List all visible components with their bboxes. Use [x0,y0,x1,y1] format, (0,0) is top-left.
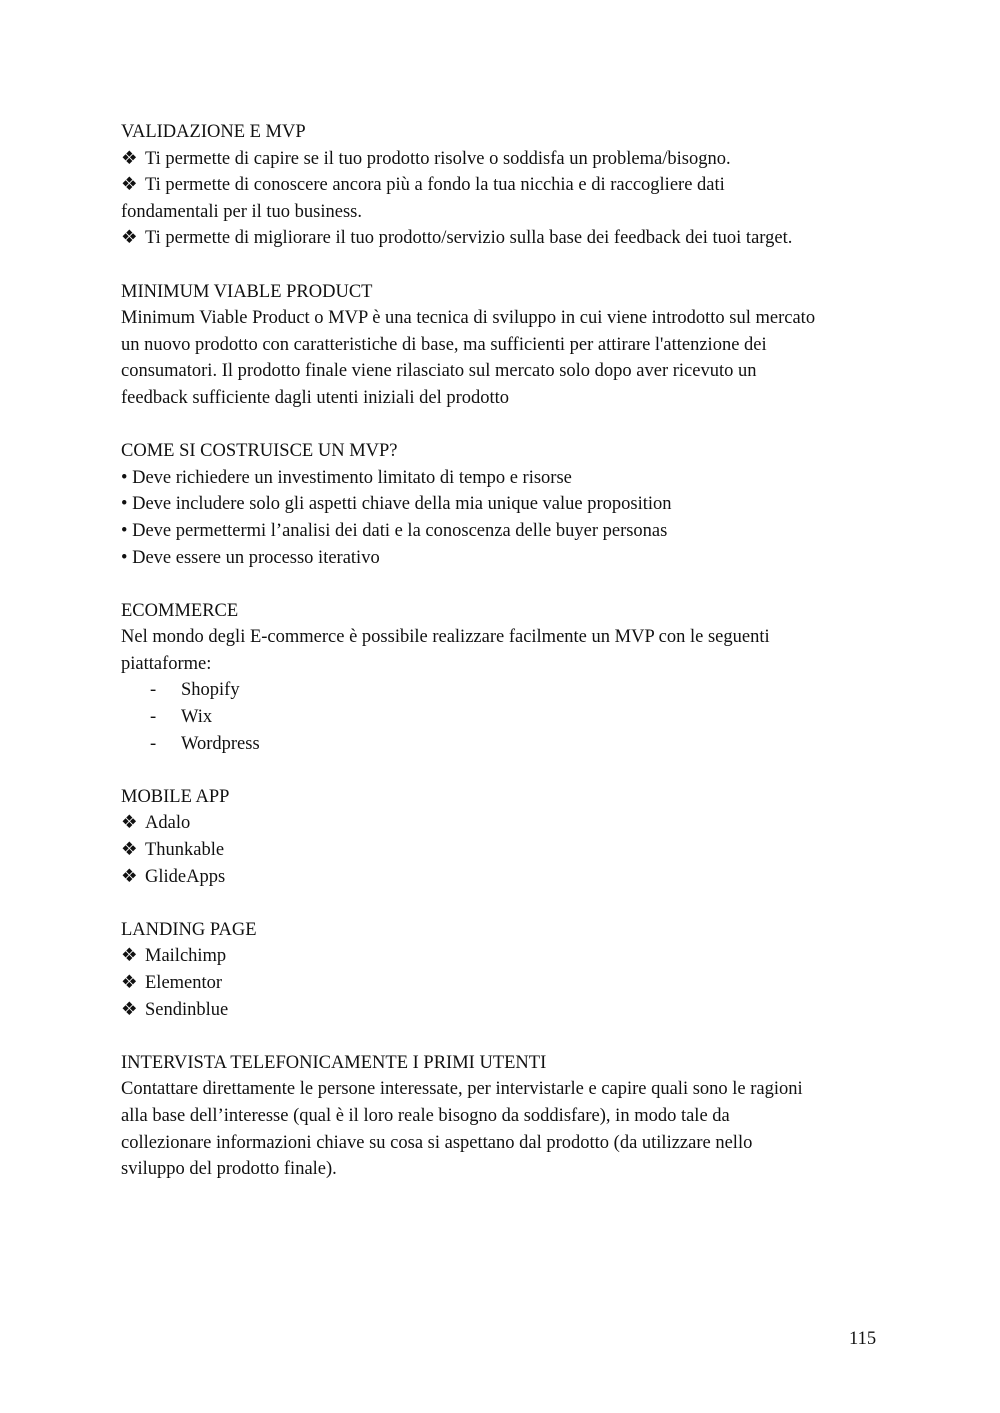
section-intervista [121,1050,891,1183]
list-item: • Deve richiedere un investimento limitato di tempo e risorse [121,467,572,488]
list-item-text: Adalo [145,813,191,834]
section-heading: LANDING PAGE [121,919,257,940]
list-item [121,731,891,758]
list-item-continuation: fondamentali per il tuo business. [121,201,362,222]
page-content [121,119,891,1209]
list-item [121,677,891,704]
diamond-bullet-icon: ❖ [121,946,138,967]
diamond-bullet-icon: ❖ [121,228,138,249]
list-item [121,704,891,731]
list-item-text: Ti permette di conoscere ancora più a fondo la tua nicchia e di raccogliere dati [145,175,725,196]
list-item-text: Wordpress [181,733,260,754]
list-item [121,172,891,199]
section-ecommerce [121,598,891,758]
section-heading: VALIDAZIONE E MVP [121,122,306,142]
list-item-text: Ti permette di capire se il tuo prodotto risolve o soddisfa un problema/bisogno. [145,148,731,169]
section-costruisce [121,438,891,571]
list-item-text: Shopify [181,680,240,701]
list-item [121,146,891,173]
diamond-bullet-icon: ❖ [121,866,138,887]
list-item: • Deve includere solo gli aspetti chiave della mia unique value proposition [121,494,672,515]
list-item [121,864,891,891]
list-item [121,943,891,970]
diamond-bullet-icon: ❖ [121,840,138,861]
list-item-text: Ti permette di migliorare il tuo prodotto/servizio sulla base dei feedback dei tuoi target. [145,228,793,249]
section-landing-page [121,917,891,1023]
list-item-text: Mailchimp [145,946,227,967]
dash-bullet-icon: - [150,680,157,701]
page-number: 115 [849,1329,877,1349]
list-item [121,810,891,837]
list-item-text: Elementor [145,973,223,993]
list-item-text: Sendinblue [145,999,229,1020]
list-item [121,225,891,252]
paragraph-line: un nuovo prodotto con caratteristiche di base, ma sufficienti per attirare l'attenzione dei [121,334,767,355]
list-item [121,997,891,1024]
paragraph-line: Minimum Viable Product o MVP è una tecnica di sviluppo in cui viene introdotto sul mercato [121,308,816,329]
list-item [121,837,891,864]
section-validazione [121,119,891,252]
list-item: • Deve essere un processo iterativo [121,547,380,568]
diamond-bullet-icon: ❖ [121,973,138,993]
paragraph-line: Contattare direttamente le persone interessate, per intervistarle e capire quali sono le ragioni [121,1079,803,1100]
paragraph-line: piattaforme: [121,653,212,674]
paragraph-line: sviluppo del prodotto finale). [121,1159,337,1180]
list-item-text: Wix [181,707,213,728]
dash-bullet-icon: - [150,707,157,728]
paragraph-line: consumatori. Il prodotto finale viene rilasciato sul mercato solo dopo aver ricevuto un [121,361,757,382]
section-mvp [121,279,891,412]
list-item: • Deve permettermi l’analisi dei dati e la conoscenza delle buyer personas [121,520,668,541]
dash-bullet-icon: - [150,733,157,754]
section-heading: INTERVISTA TELEFONICAMENTE I PRIMI UTENTI [121,1052,547,1073]
diamond-bullet-icon: ❖ [121,813,138,834]
diamond-bullet-icon: ❖ [121,148,138,169]
paragraph-line: Nel mondo degli E-commerce è possibile realizzare facilmente un MVP con le seguenti [121,627,770,648]
section-mobile-app [121,784,891,890]
section-heading: MOBILE APP [121,786,230,807]
diamond-bullet-icon: ❖ [121,175,138,196]
diamond-bullet-icon: ❖ [121,999,138,1020]
list-item [121,970,891,997]
section-heading: MINIMUM VIABLE PRODUCT [121,281,373,302]
list-item-text: Thunkable [145,840,225,861]
section-heading: ECOMMERCE [121,600,239,621]
paragraph-line: alla base dell’interesse (qual è il loro reale bisogno da soddisfare), in modo tale da [121,1105,730,1126]
list-item-text: GlideApps [145,866,226,887]
section-heading: COME SI COSTRUISCE UN MVP? [121,441,398,462]
paragraph-line: collezionare informazioni chiave su cosa si aspettano dal prodotto (da utilizzare nello [121,1132,753,1153]
paragraph-line: feedback sufficiente dagli utenti iniziali del prodotto [121,387,510,408]
